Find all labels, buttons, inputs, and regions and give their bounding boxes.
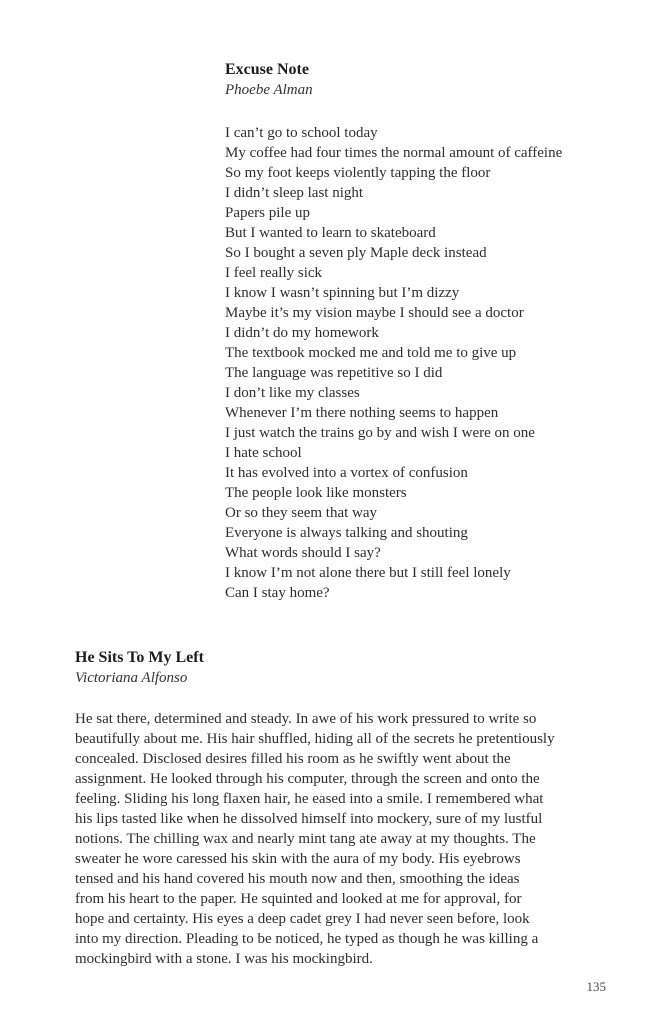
poem-title: Excuse Note [225, 61, 309, 78]
poem-line: I didn’t sleep last night [225, 185, 364, 201]
prose-line: concealed. Disclosed desires filled his room as he swiftly went about the [75, 751, 511, 767]
prose-line: beautifully about me. His hair shuffled, hiding all of the secrets he pretentiously [75, 731, 555, 747]
poem-author: Phoebe Alman [225, 82, 313, 98]
poem-section [225, 60, 562, 603]
poem-line: I know I wasn’t spinning but I’m dizzy [225, 285, 460, 301]
prose-title: He Sits To My Left [75, 649, 204, 666]
poem-line: Whenever I’m there nothing seems to happen [225, 405, 499, 421]
poem-line: I don’t like my classes [225, 385, 360, 401]
poem-line: The language was repetitive so I did [225, 365, 443, 381]
prose-line: into my direction. Pleading to be noticed, he typed as though he was killing a [75, 931, 539, 947]
prose-line: sweater he wore caressed his skin with the aura of my body. His eyebrows [75, 851, 521, 867]
poem-line: What words should I say? [225, 545, 381, 561]
prose-line: from his heart to the paper. He squinted and looked at me for approval, for [75, 891, 522, 907]
poem-line: So I bought a seven ply Maple deck instead [225, 245, 487, 261]
poem-line: I can’t go to school today [225, 125, 378, 141]
poem-line: My coffee had four times the normal amount of caffeine [225, 145, 563, 161]
prose-line: feeling. Sliding his long flaxen hair, he eased into a smile. I remembered what [75, 791, 544, 807]
prose-line: hope and certainty. His eyes a deep cadet grey I had never seen before, look [75, 911, 530, 927]
poem-line: It has evolved into a vortex of confusion [225, 465, 468, 481]
poem-line: But I wanted to learn to skateboard [225, 225, 436, 241]
poem-line: I feel really sick [225, 265, 323, 281]
prose-line: assignment. He looked through his computer, through the screen and onto the [75, 771, 540, 787]
prose-line: mockingbird with a stone. I was his mockingbird. [75, 951, 373, 967]
prose-author: Victoriana Alfonso [75, 670, 188, 686]
prose-line: his lips tasted like when he dissolved himself into mockery, sure of my lustful [75, 811, 543, 827]
poem-line: Can I stay home? [225, 585, 330, 601]
poem-line: The people look like monsters [225, 485, 407, 501]
page-number: 135 [586, 979, 606, 994]
poem-line: So my foot keeps violently tapping the floor [225, 165, 491, 181]
poem-line: The textbook mocked me and told me to give up [225, 345, 517, 361]
poem-line: I just watch the trains go by and wish I were on one [225, 425, 535, 441]
poem-line: Maybe it’s my vision maybe I should see a doctor [225, 305, 524, 321]
prose-line: He sat there, determined and steady. In awe of his work pressured to write so [75, 711, 537, 727]
prose-line: tensed and his hand covered his mouth now and then, smoothing the ideas [75, 871, 520, 887]
poem-line: I didn’t do my homework [225, 325, 379, 341]
prose-line: notions. The chilling wax and nearly mint tang ate away at my thoughts. The [75, 831, 536, 847]
poem-line: I hate school [225, 445, 302, 461]
poem-line: Or so they seem that way [225, 505, 378, 521]
poem-body [225, 123, 562, 603]
poem-line: I know I’m not alone there but I still feel lonely [225, 565, 511, 581]
prose-body [75, 709, 555, 969]
poem-line: Everyone is always talking and shouting [225, 525, 468, 541]
prose-section [75, 648, 555, 969]
poem-line: Papers pile up [225, 205, 310, 221]
